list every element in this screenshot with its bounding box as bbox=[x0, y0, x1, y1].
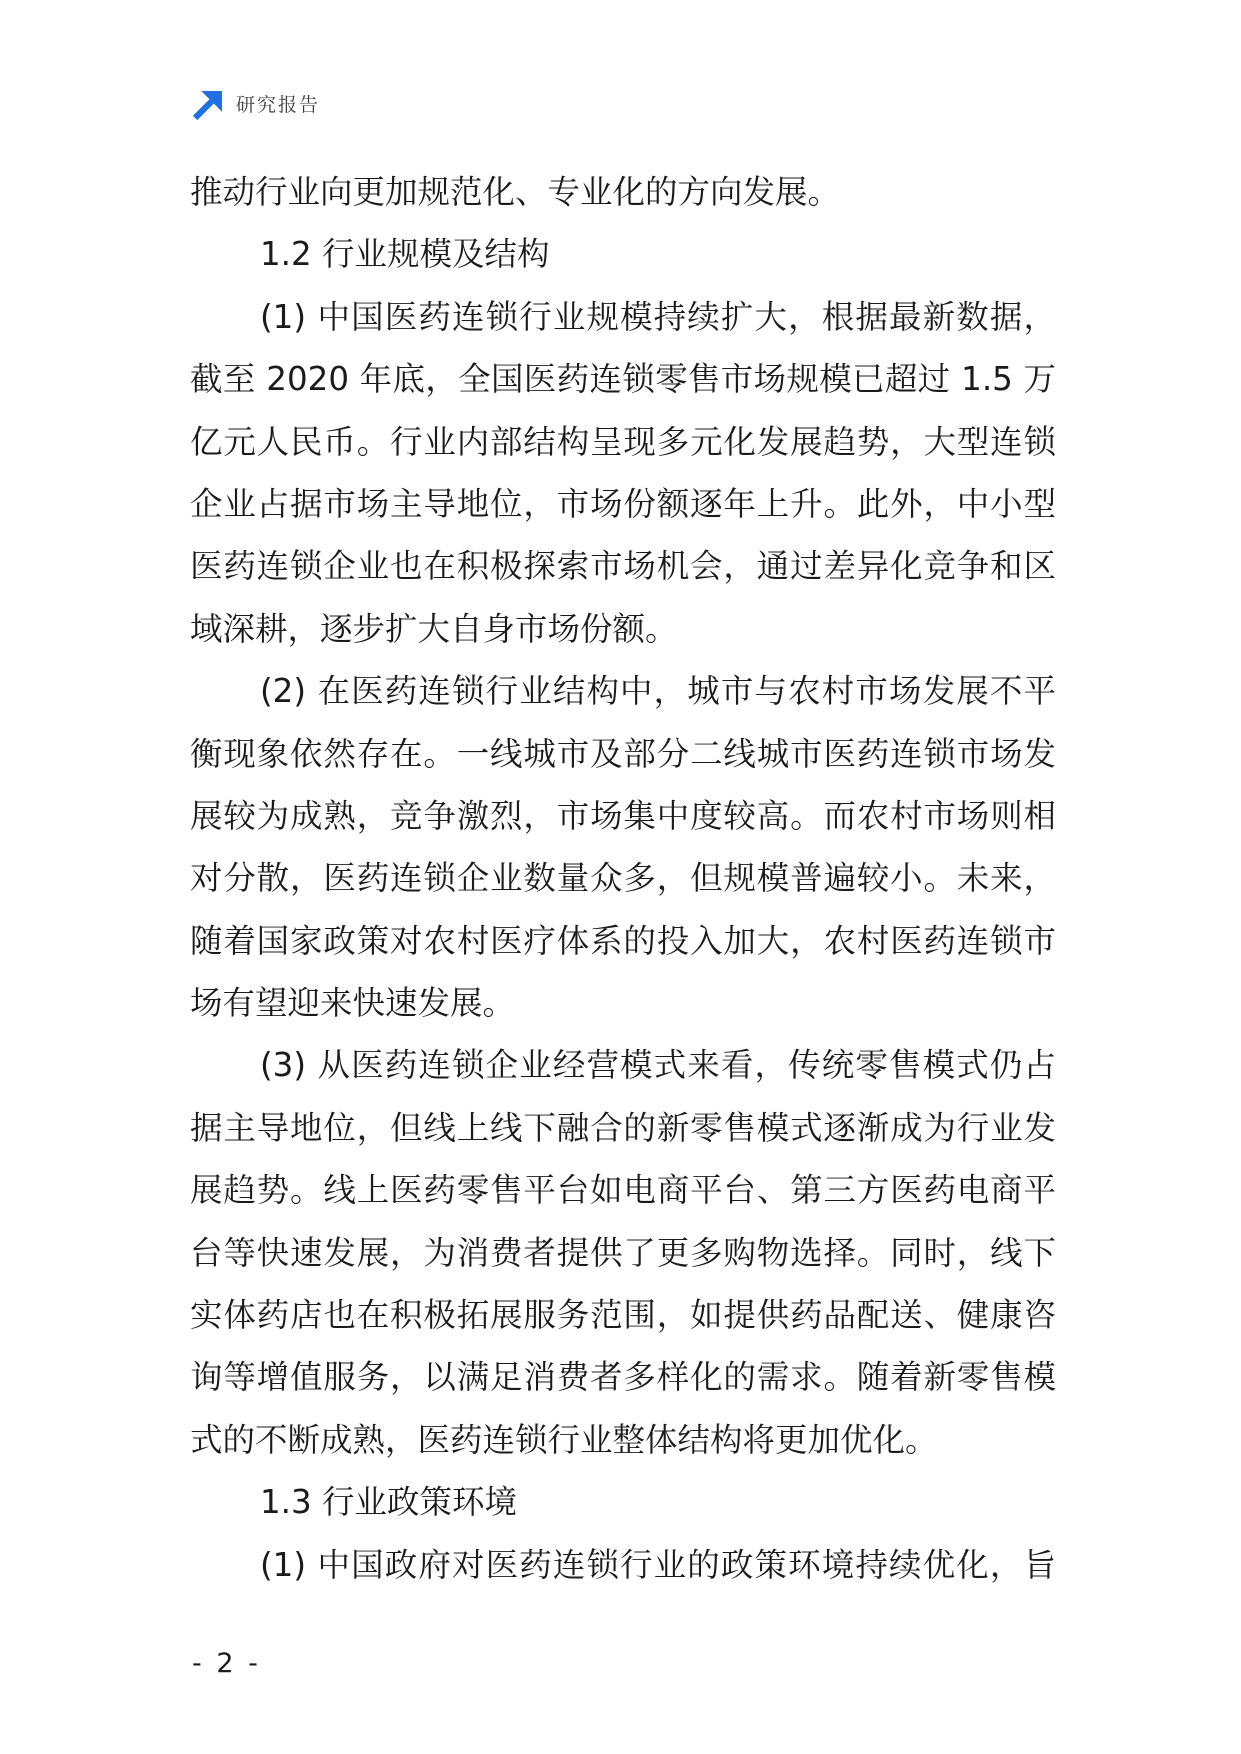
document-body bbox=[190, 161, 1056, 1596]
page-header bbox=[192, 90, 320, 121]
logo-graphic bbox=[192, 90, 223, 121]
paragraph bbox=[190, 161, 1056, 223]
paragraph-line: 推动行业向更加规范化、专业化的方向发展。 bbox=[190, 173, 841, 211]
paragraph-line: 对分散，医药连锁企业数量众多，但规模普遍较小。未来， bbox=[190, 859, 1056, 898]
header-label: 研究报告 bbox=[236, 94, 321, 116]
paragraph-line: 式的不断成熟，医药连锁行业整体结构将更加优化。 bbox=[190, 1420, 938, 1459]
arrow-up-right-icon bbox=[192, 90, 223, 121]
paragraph bbox=[190, 1034, 1056, 1471]
paragraph-line: (1) 中国医药连锁行业规模持续扩大，根据最新数据， bbox=[260, 297, 1056, 336]
paragraph-line: 截至 2020 年底，全国医药连锁零售市场规模已超过 1.5 万 bbox=[190, 360, 1056, 399]
paragraph-line: 亿元人民币。行业内部结构呈现多元化发展趋势，大型连锁 bbox=[190, 422, 1056, 461]
paragraph-line: 医药连锁企业也在积极探索市场机会，通过差异化竞争和区 bbox=[190, 547, 1056, 586]
paragraph-line: 询等增值服务，以满足消费者多样化的需求。随着新零售模 bbox=[190, 1358, 1056, 1397]
paragraph-line: 展较为成熟，竞争激烈，市场集中度较高。而农村市场则相 bbox=[190, 796, 1056, 835]
paragraph bbox=[190, 660, 1056, 1034]
paragraph bbox=[190, 1534, 1056, 1596]
paragraph-line: 据主导地位，但线上线下融合的新零售模式逐渐成为行业发 bbox=[190, 1108, 1056, 1147]
paragraph-line: (3) 从医药连锁企业经营模式来看，传统零售模式仍占 bbox=[260, 1046, 1056, 1085]
paragraph-line: 台等快速发展，为消费者提供了更多购物选择。同时，线下 bbox=[190, 1233, 1056, 1272]
paragraph-line: 随着国家政策对农村医疗体系的投入加大，农村医药连锁市 bbox=[190, 921, 1056, 960]
paragraph bbox=[190, 286, 1056, 660]
paragraph-line: 衡现象依然存在。一线城市及部分二线城市医药连锁市场发 bbox=[190, 734, 1056, 773]
paragraph-line: 企业占据市场主导地位，市场份额逐年上升。此外，中小型 bbox=[190, 484, 1056, 523]
section-heading: 1.3 行业政策环境 bbox=[260, 1483, 518, 1522]
paragraph-line: (2) 在医药连锁行业结构中，城市与农村市场发展不平 bbox=[260, 672, 1056, 711]
section-heading: 1.2 行业规模及结构 bbox=[260, 235, 550, 274]
paragraph-line: (1) 中国政府对医药连锁行业的政策环境持续优化，旨 bbox=[260, 1545, 1056, 1584]
page-number: - 2 - bbox=[192, 1648, 261, 1679]
paragraph-line: 实体药店也在积极拓展服务范围，如提供药品配送、健康咨 bbox=[190, 1296, 1056, 1335]
paragraph-line: 展趋势。线上医药零售平台如电商平台、第三方医药电商平 bbox=[190, 1171, 1056, 1210]
paragraph-line: 场有望迎来快速发展。 bbox=[190, 984, 516, 1023]
paragraph-line: 域深耕，逐步扩大自身市场份额。 bbox=[190, 609, 678, 648]
